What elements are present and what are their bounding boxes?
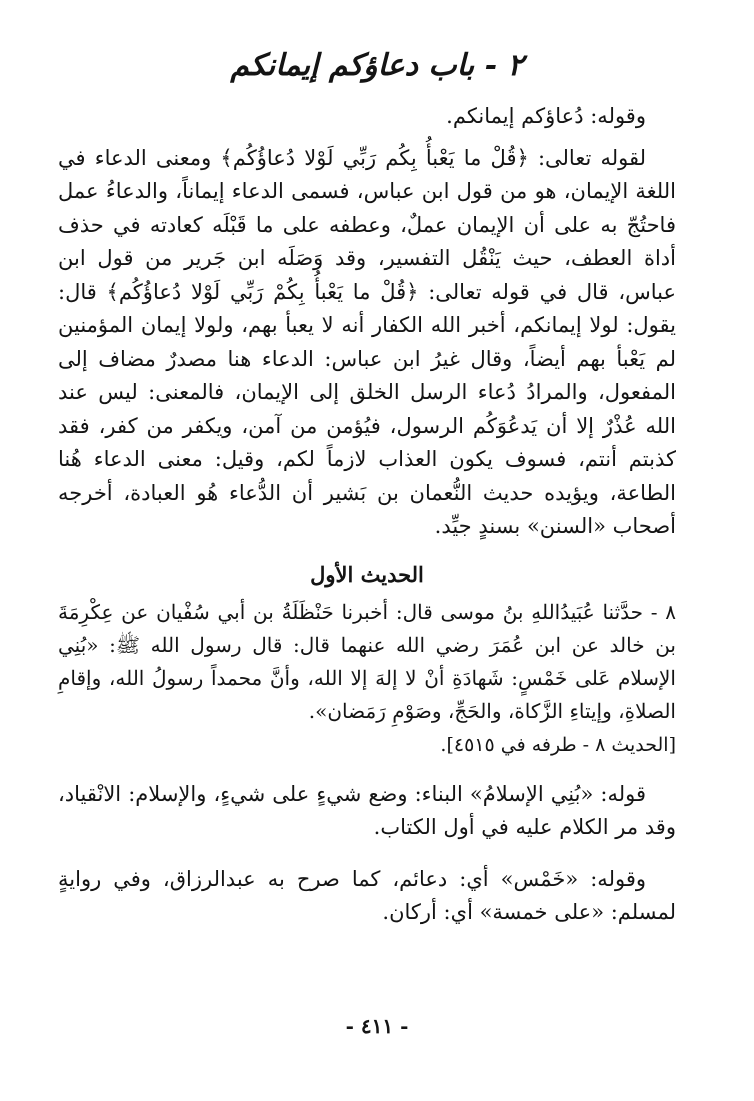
hadith-reference: [الحديث ٨ - طرفه في ٤٥١٥]. xyxy=(440,733,676,756)
chapter-title: ٢ - باب دعاؤكم إيمانكم xyxy=(230,48,524,83)
commentary-paragraph-3: وقوله: «خَمْس» أي: دعائم، كما صرح به عبدالرزاق، وفي روايةٍ لمسلم: «على خمسة» أي: أركان. xyxy=(58,866,676,924)
commentary-paragraph-2: قوله: «بُنِي الإسلامُ» البناء: وضع شيءٍ على شيءٍ، والإسلام: الانْقياد، وقد مر الكلام عليه في أول الكتاب. xyxy=(58,781,676,839)
commentary-paragraph-1: لقوله تعالى: ﴿قُلْ ما يَعْبأُ بِكُم رَبِّي لَوْلا دُعاؤُكُم﴾ ومعنى الدعاء في اللغة الإيمان، هو من قول ابن عباس، فسمى الدعاء إيماناً، والدعاءُ عمل فاحتُجّ به على أن الإيمان عملٌ، وعطفه على ما قَبْلَه كعادته في حذف أداة العطف، حيث يَنْقُل التفسير، وقد وَصَلَه ابن جَرير من قول ابن عباس، قال في قوله تعالى: ﴿قُلْ ما يَعْبأُ بِكُمْ رَبِّي لَوْلا دُعاؤُكُم﴾ قال: يقول: لولا إيمانكم، أخبر الله الكفار أنه لا يعبأ بهم، ولولا إيمان المؤمنين لم يَعْبأ بهم أيضاً، وقال غيرُ ابن عباس: الدعاء هنا مصدرٌ مضاف إلى المفعول، والمرادُ دُعاء الرسل الخلق إلى الإيمان، فالمعنى: ليس عند الله عُذْرٌ إلا أن يَدعُوَكُم الرسول، فيُؤمن من آمن، ويكفر من كفر، فقد كذبتم أنتم، فسوف يكون العذاب لازماً لكم، وقيل: معنى الدعاء هُنا الطاعة، ويؤيده حديث النُّعمان بن بَشير أن الدُّعاء هُو العبادة، أخرجه أصحاب «السنن» بسندٍ جيِّد. xyxy=(58,145,676,538)
page-number: - ٤١١ - xyxy=(345,1014,409,1038)
hadith-text: ٨ - حدَّثنا عُبَيدُاللهِ بنُ موسى قال: أخبرنا حَنْظَلَةُ بن أبي سُفْيان عن عِكْرِمَةَ بن خالد عن ابن عُمَرَ رضي الله عنهما قال: قال رسول الله ﷺ: «بُنِي الإسلام عَلى خَمْسٍ: شَهادَةِ أنْ لا إلهَ إلا الله، وأنَّ محمداً رسولُ الله، وإقامِ الصلاةِ، وإيتاءِ الزَّكاة، والحَجِّ، وصَوْمِ رَمَضان». xyxy=(58,599,676,723)
page-content xyxy=(58,100,676,930)
intro-line: وقوله: دُعاؤكم إيمانكم. xyxy=(446,104,646,128)
hadith-heading: الحديث الأول xyxy=(310,561,424,587)
